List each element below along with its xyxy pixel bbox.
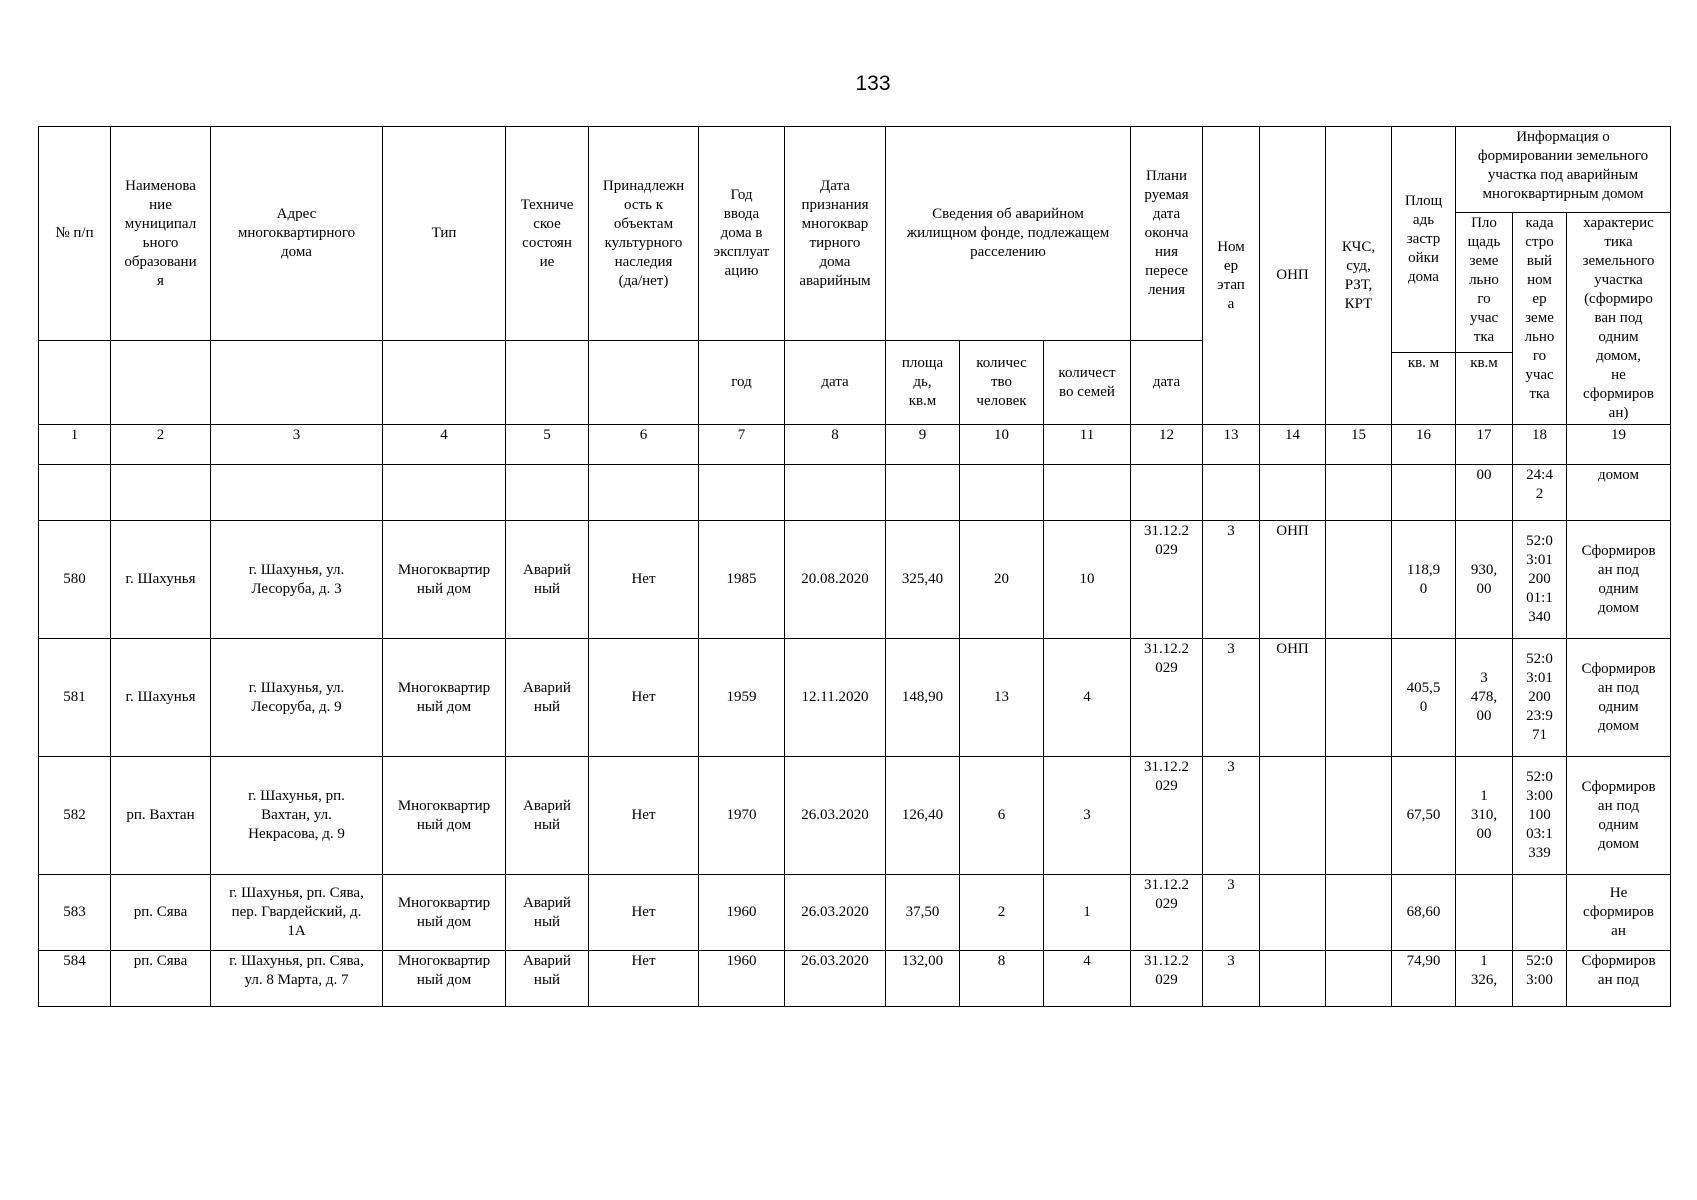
unit-cell: площа дь, кв.м	[886, 341, 960, 425]
table-cell	[785, 465, 886, 521]
header-cell	[111, 341, 211, 425]
table-cell: 2	[960, 875, 1044, 951]
column-number-cell: 2	[111, 425, 211, 465]
table-row	[39, 639, 1671, 757]
table-cell	[1203, 465, 1260, 521]
header-cell	[39, 341, 111, 425]
table-cell	[1326, 875, 1392, 951]
table-cell	[1456, 875, 1513, 951]
header-cell: Принадлежн ость к объектам культурного наследия (да/нет)	[589, 127, 699, 341]
table-cell: 68,60	[1392, 875, 1456, 951]
table-cell	[1326, 757, 1392, 875]
unit-cell: кв. м	[1392, 353, 1456, 425]
table-cell: 67,50	[1392, 757, 1456, 875]
table-cell: 31.12.2 029	[1131, 521, 1203, 639]
column-number-cell: 4	[383, 425, 506, 465]
table-cell: г. Шахунья	[111, 639, 211, 757]
header-cell: Адрес многоквартирного дома	[211, 127, 383, 341]
table-cell	[1131, 465, 1203, 521]
table-cell: 1 310, 00	[1456, 757, 1513, 875]
table-cell	[1260, 951, 1326, 1007]
table-cell: 26.03.2020	[785, 951, 886, 1007]
table-cell: 3	[1203, 951, 1260, 1007]
header-cell: характерис тика земельного участка (сформиро ван под одним домом, не сформиров ан)	[1567, 213, 1671, 425]
table-cell	[1260, 465, 1326, 521]
table-cell: 00	[1456, 465, 1513, 521]
header-cell: Тип	[383, 127, 506, 341]
table-cell: 26.03.2020	[785, 875, 886, 951]
table-cell: 405,5 0	[1392, 639, 1456, 757]
table-cell: г. Шахунья, ул. Лесоруба, д. 3	[211, 521, 383, 639]
table-row	[39, 875, 1671, 951]
table-cell: Сформиров ан под одним домом	[1567, 757, 1671, 875]
table-cell: 20.08.2020	[785, 521, 886, 639]
table-row	[39, 465, 1671, 521]
header-cell: Ном ер этап а	[1203, 127, 1260, 425]
table-cell: 52:0 3:00 100 03:1 339	[1513, 757, 1567, 875]
table-cell: Нет	[589, 757, 699, 875]
table-cell: Многоквартир ный дом	[383, 951, 506, 1007]
column-number-cell: 13	[1203, 425, 1260, 465]
table-cell: 8	[960, 951, 1044, 1007]
table-cell	[1326, 639, 1392, 757]
table-cell: Нет	[589, 875, 699, 951]
table-cell	[506, 465, 589, 521]
table-cell: 1	[1044, 875, 1131, 951]
table-cell: 584	[39, 951, 111, 1007]
table-cell: рп. Сява	[111, 951, 211, 1007]
table-cell	[39, 465, 111, 521]
table-cell: 118,9 0	[1392, 521, 1456, 639]
table-cell: 1960	[699, 951, 785, 1007]
table-cell: 13	[960, 639, 1044, 757]
table-cell	[1260, 875, 1326, 951]
table-cell: г. Шахунья, рп. Сява, пер. Гвардейский, д. 1А	[211, 875, 383, 951]
column-number-cell: 16	[1392, 425, 1456, 465]
table-cell: 12.11.2020	[785, 639, 886, 757]
table-cell: Многоквартир ный дом	[383, 875, 506, 951]
table-cell: 581	[39, 639, 111, 757]
header-cell: када стро вый ном ер земе льно го учас тка	[1513, 213, 1567, 425]
table-cell: г. Шахунья, ул. Лесоруба, д. 9	[211, 639, 383, 757]
column-number-cell: 9	[886, 425, 960, 465]
table-cell: 132,00	[886, 951, 960, 1007]
column-number-cell: 3	[211, 425, 383, 465]
table-cell: 10	[1044, 521, 1131, 639]
table-cell: Сформиров ан под одним домом	[1567, 521, 1671, 639]
header-cell: Площ адь застр ойки дома	[1392, 127, 1456, 353]
table-cell: Многоквартир ный дом	[383, 521, 506, 639]
header-cell: Год ввода дома в эксплуат ацию	[699, 127, 785, 341]
header-cell: ОНП	[1260, 127, 1326, 425]
table-row	[39, 757, 1671, 875]
table-cell	[1326, 465, 1392, 521]
table-cell: 3	[1203, 875, 1260, 951]
header-cell: Техниче ское состоян ие	[506, 127, 589, 341]
table-cell: Сформиров ан под одним домом	[1567, 639, 1671, 757]
table-cell: Нет	[589, 521, 699, 639]
table-cell: 580	[39, 521, 111, 639]
table-cell: 1 326,	[1456, 951, 1513, 1007]
table-row	[39, 521, 1671, 639]
unit-cell: дата	[785, 341, 886, 425]
table-cell: 20	[960, 521, 1044, 639]
table-cell: 31.12.2 029	[1131, 951, 1203, 1007]
table-cell: 52:0 3:01 200 23:9 71	[1513, 639, 1567, 757]
table-cell: домом	[1567, 465, 1671, 521]
table-cell: 31.12.2 029	[1131, 757, 1203, 875]
table-cell	[699, 465, 785, 521]
column-number-cell: 7	[699, 425, 785, 465]
header-group-cell: Информация о формировании земельного участка под аварийным многоквартирным домом	[1456, 127, 1671, 213]
header-cell: КЧС, суд, РЗТ, КРТ	[1326, 127, 1392, 425]
header-cell	[383, 341, 506, 425]
table-cell: 148,90	[886, 639, 960, 757]
table-cell	[1326, 521, 1392, 639]
header-cell	[211, 341, 383, 425]
column-number-cell: 11	[1044, 425, 1131, 465]
table-cell: 3 478, 00	[1456, 639, 1513, 757]
table-cell: Нет	[589, 639, 699, 757]
table-cell: Многоквартир ный дом	[383, 757, 506, 875]
table-cell: 1985	[699, 521, 785, 639]
unit-cell: кв.м	[1456, 353, 1513, 425]
column-number-cell: 6	[589, 425, 699, 465]
table-cell: 582	[39, 757, 111, 875]
table-cell: 1959	[699, 639, 785, 757]
header-row	[39, 127, 1671, 213]
table-row	[39, 951, 1671, 1007]
column-number-cell: 18	[1513, 425, 1567, 465]
table-cell	[1260, 757, 1326, 875]
table-cell: 126,40	[886, 757, 960, 875]
table-cell	[1392, 465, 1456, 521]
table-cell	[111, 465, 211, 521]
table-cell: 52:0 3:00	[1513, 951, 1567, 1007]
table-cell: 26.03.2020	[785, 757, 886, 875]
table-cell: ОНП	[1260, 639, 1326, 757]
table-cell: 31.12.2 029	[1131, 875, 1203, 951]
header-cell: Плани руемая дата оконча ния пересе ления	[1131, 127, 1203, 341]
column-number-cell: 5	[506, 425, 589, 465]
table-cell: 3	[1203, 639, 1260, 757]
table-cell: 583	[39, 875, 111, 951]
table-cell	[589, 465, 699, 521]
column-number-cell: 8	[785, 425, 886, 465]
table-cell	[1326, 951, 1392, 1007]
header-group-cell: Сведения об аварийном жилищном фонде, подлежащем расселению	[886, 127, 1131, 341]
table-cell: 3	[1044, 757, 1131, 875]
header-cell	[589, 341, 699, 425]
table-cell: рп. Сява	[111, 875, 211, 951]
unit-cell: дата	[1131, 341, 1203, 425]
table-cell: Аварий ный	[506, 875, 589, 951]
table-cell: 6	[960, 757, 1044, 875]
table-cell: Нет	[589, 951, 699, 1007]
table-cell: 31.12.2 029	[1131, 639, 1203, 757]
table-cell: Многоквартир ный дом	[383, 639, 506, 757]
table-cell: Аварий ный	[506, 521, 589, 639]
table-cell: 325,40	[886, 521, 960, 639]
unit-cell: год	[699, 341, 785, 425]
table-cell: ОНП	[1260, 521, 1326, 639]
column-number-cell: 12	[1131, 425, 1203, 465]
column-number-cell: 17	[1456, 425, 1513, 465]
table-cell: Аварий ный	[506, 951, 589, 1007]
table-cell: 3	[1203, 757, 1260, 875]
header-cell: Наименова ние муниципал ьного образовани я	[111, 127, 211, 341]
unit-cell: количес тво человек	[960, 341, 1044, 425]
table-cell: г. Шахунья, рп. Сява, ул. 8 Марта, д. 7	[211, 951, 383, 1007]
table-cell: 74,90	[1392, 951, 1456, 1007]
table-cell: 1970	[699, 757, 785, 875]
table-cell: 930, 00	[1456, 521, 1513, 639]
table-cell: 24:4 2	[1513, 465, 1567, 521]
table-cell: Сформиров ан под	[1567, 951, 1671, 1007]
table-cell: 37,50	[886, 875, 960, 951]
table-cell	[211, 465, 383, 521]
table-cell: 1960	[699, 875, 785, 951]
page-number: 133	[855, 72, 891, 95]
table-cell: 4	[1044, 951, 1131, 1007]
column-number-cell: 19	[1567, 425, 1671, 465]
table-cell: 3	[1203, 521, 1260, 639]
column-number-cell: 15	[1326, 425, 1392, 465]
resettlement-table	[38, 126, 1671, 1007]
header-cell: № п/п	[39, 127, 111, 341]
table-cell: Аварий ный	[506, 639, 589, 757]
table-cell	[1044, 465, 1131, 521]
header-cell: Дата признания многоквар тирного дома аварийным	[785, 127, 886, 341]
column-number-row	[39, 425, 1671, 465]
table-cell	[886, 465, 960, 521]
header-cell: Пло щадь земе льно го учас тка	[1456, 213, 1513, 353]
column-number-cell: 1	[39, 425, 111, 465]
table-cell: рп. Вахтан	[111, 757, 211, 875]
table-cell: Не сформиров ан	[1567, 875, 1671, 951]
table-cell: 4	[1044, 639, 1131, 757]
table-cell	[383, 465, 506, 521]
header-cell	[506, 341, 589, 425]
table-cell	[1513, 875, 1567, 951]
table-cell: г. Шахунья, рп. Вахтан, ул. Некрасова, д. 9	[211, 757, 383, 875]
table-cell: 52:0 3:01 200 01:1 340	[1513, 521, 1567, 639]
unit-cell: количест во семей	[1044, 341, 1131, 425]
table-cell	[960, 465, 1044, 521]
column-number-cell: 10	[960, 425, 1044, 465]
column-number-cell: 14	[1260, 425, 1326, 465]
table-cell: г. Шахунья	[111, 521, 211, 639]
table-cell: Аварий ный	[506, 757, 589, 875]
